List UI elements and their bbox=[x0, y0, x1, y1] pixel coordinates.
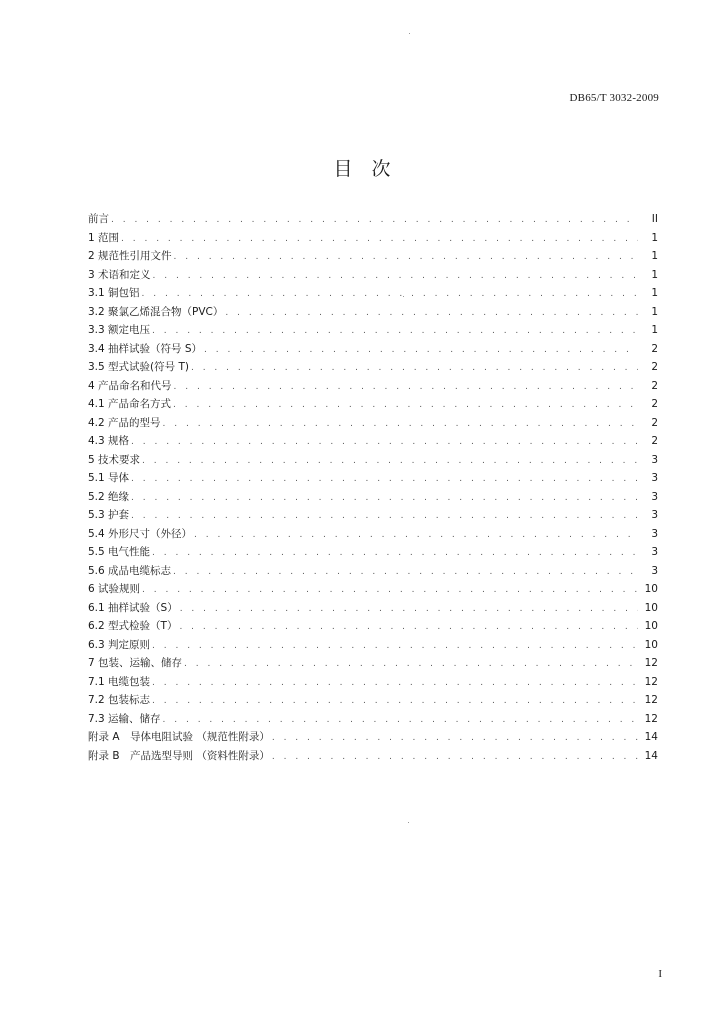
toc-entry[interactable] bbox=[88, 747, 658, 766]
toc-entry[interactable] bbox=[88, 673, 658, 692]
toc-entry-page: 2 bbox=[651, 361, 658, 373]
toc-entry-label: 6.1 抽样试验（S） bbox=[88, 601, 178, 614]
toc-dot-leader bbox=[152, 692, 638, 711]
toc-dot-leader bbox=[152, 544, 638, 563]
toc-dot-leader bbox=[163, 711, 638, 730]
toc-dot-leader bbox=[225, 304, 638, 323]
toc-entry-page: 10 bbox=[644, 638, 658, 651]
toc-entry[interactable] bbox=[88, 525, 658, 544]
toc-dot-leader bbox=[184, 655, 638, 674]
toc-dot-leader bbox=[131, 433, 638, 452]
toc-dot-leader bbox=[142, 452, 638, 471]
toc-entry-label: 3.2 聚氯乙烯混合物（PVC） bbox=[88, 305, 224, 318]
toc-entry-label: 5.3 护套 bbox=[88, 509, 130, 521]
toc-entry-label: 5.5 电气性能 bbox=[88, 546, 151, 558]
toc-entry-page: 2 bbox=[651, 379, 658, 392]
toc-dot-leader bbox=[272, 748, 638, 767]
toc-entry-page: 10 bbox=[644, 620, 658, 632]
toc-dot-leader bbox=[152, 322, 638, 341]
toc-entry[interactable] bbox=[88, 414, 658, 433]
toc-entry-page: 10 bbox=[644, 583, 658, 595]
toc-dot-leader bbox=[272, 729, 638, 748]
toc-dot-leader bbox=[191, 359, 638, 378]
toc-entry-page: 1 bbox=[651, 231, 658, 244]
toc-dot-leader bbox=[174, 248, 638, 267]
scan-speck bbox=[408, 822, 409, 823]
toc-dot-leader bbox=[194, 526, 638, 545]
toc-dot-leader bbox=[131, 507, 638, 526]
toc-entry-page: 1 bbox=[651, 324, 658, 336]
toc-dot-leader bbox=[204, 341, 638, 360]
toc-entry-label: 5.2 绝缘 bbox=[88, 490, 130, 503]
toc-entry[interactable] bbox=[88, 580, 658, 599]
toc-entry-page: 3 bbox=[651, 527, 658, 540]
toc-entry[interactable] bbox=[88, 451, 658, 470]
toc-entry-page: 14 bbox=[644, 731, 658, 743]
toc-dot-leader bbox=[131, 489, 638, 508]
toc-entry[interactable] bbox=[88, 617, 658, 636]
toc-entry-label: 2 规范性引用文件 bbox=[88, 250, 172, 262]
toc-entry[interactable] bbox=[88, 710, 658, 729]
toc-entry-label: 7.1 电缆包装 bbox=[88, 675, 151, 688]
toc-entry-label: 7 包装、运输、储存 bbox=[88, 657, 183, 669]
toc-entry[interactable] bbox=[88, 599, 658, 618]
toc-entry-page: 2 bbox=[651, 435, 658, 447]
document-id: DB65/T 3032-2009 bbox=[569, 92, 659, 104]
toc-entry[interactable] bbox=[88, 691, 658, 710]
toc-entry-page: 2 bbox=[651, 398, 658, 410]
toc-entry-label: 5.4 外形尺寸（外径） bbox=[88, 527, 193, 540]
toc-entry-page: 12 bbox=[644, 712, 658, 725]
toc-entry-page: 12 bbox=[644, 657, 658, 669]
toc-entry-page: 3 bbox=[651, 546, 658, 558]
toc-entry-label: 7.3 运输、储存 bbox=[88, 712, 161, 725]
toc-entry-label: 4.1 产品命名方式 bbox=[88, 398, 172, 410]
page-title: 目 次 bbox=[333, 158, 391, 180]
toc-entry[interactable] bbox=[88, 395, 658, 414]
toc-entry[interactable] bbox=[88, 266, 658, 285]
toc-entry-label: 7.2 包装标志 bbox=[88, 694, 151, 706]
toc-entry-label: 附录 A 导体电阻试验 （规范性附录） bbox=[88, 731, 270, 743]
toc-entry[interactable] bbox=[88, 506, 658, 525]
toc-entry-label: 4.3 规格 bbox=[88, 435, 130, 447]
toc-entry[interactable] bbox=[88, 488, 658, 507]
toc-entry[interactable] bbox=[88, 321, 658, 340]
toc-entry-page: 1 bbox=[651, 268, 658, 281]
toc-entry-page: 3 bbox=[651, 490, 658, 503]
toc-entry-label: 附录 B 产品选型导则 （资料性附录） bbox=[88, 749, 270, 762]
toc-entry-label: 3.3 额定电压 bbox=[88, 324, 151, 336]
toc-entry-page: 3 bbox=[651, 564, 658, 577]
toc-entry[interactable] bbox=[88, 229, 658, 248]
toc-dot-leader bbox=[111, 211, 638, 230]
toc-entry[interactable] bbox=[88, 284, 658, 303]
toc-dot-leader bbox=[152, 674, 638, 693]
toc-entry[interactable] bbox=[88, 303, 658, 322]
toc-entry-page: 2 bbox=[651, 342, 658, 355]
toc-entry-page: 12 bbox=[644, 675, 658, 688]
toc-dot-leader bbox=[142, 581, 638, 600]
toc-dot-leader bbox=[179, 618, 638, 637]
toc-entry-label: 5.6 成品电缆标志 bbox=[88, 564, 172, 577]
toc-entry-label: 3.4 抽样试验（符号 S） bbox=[88, 342, 203, 355]
toc-entry[interactable] bbox=[88, 562, 658, 581]
toc-entry-page: 1 bbox=[651, 250, 658, 262]
toc-entry-label: 5 技术要求 bbox=[88, 453, 141, 466]
toc-dot-leader bbox=[174, 378, 638, 397]
toc-entry[interactable] bbox=[88, 358, 658, 377]
toc-dot-leader bbox=[153, 267, 638, 286]
toc-entry-label: 6.3 判定原则 bbox=[88, 638, 151, 651]
toc-entry[interactable] bbox=[88, 377, 658, 396]
toc-entry[interactable] bbox=[88, 210, 658, 229]
toc-entry-page: 3 bbox=[651, 453, 658, 466]
toc-entry-label: 5.1 导体 bbox=[88, 472, 130, 484]
toc-entry-label: 前言 bbox=[88, 213, 109, 225]
toc-entry-label: 3 术语和定义 bbox=[88, 268, 151, 281]
toc-entry-page: 3 bbox=[651, 509, 658, 521]
toc-entry-label: 3.1 铜包铝 bbox=[88, 287, 140, 299]
toc-entry-label: 4 产品命名和代号 bbox=[88, 379, 172, 392]
toc-dot-leader bbox=[152, 637, 638, 656]
toc-entry-label: 6 试验规则 bbox=[88, 583, 141, 595]
toc-entry-label: 6.2 型式检验（T） bbox=[88, 620, 178, 632]
toc-entry-page: 10 bbox=[644, 601, 658, 614]
toc-entry[interactable] bbox=[88, 432, 658, 451]
toc-entry-label: 3.5 型式试验(符号 T) bbox=[88, 361, 189, 373]
toc-entry-page: 1 bbox=[651, 287, 658, 299]
toc-entry[interactable] bbox=[88, 340, 658, 359]
toc-entry-page: 3 bbox=[651, 472, 658, 484]
page-number: I bbox=[658, 968, 662, 980]
toc-entry-page: 12 bbox=[644, 694, 658, 706]
table-of-contents bbox=[88, 210, 658, 765]
toc-entry[interactable] bbox=[88, 543, 658, 562]
toc-entry[interactable] bbox=[88, 654, 658, 673]
toc-dot-leader bbox=[121, 230, 638, 249]
toc-dot-leader bbox=[173, 396, 638, 415]
toc-entry-page: 14 bbox=[644, 749, 658, 762]
toc-entry-page: 1 bbox=[651, 305, 658, 318]
toc-entry-label: 1 范围 bbox=[88, 231, 120, 244]
toc-dot-leader bbox=[173, 563, 638, 582]
toc-dot-leader bbox=[163, 415, 638, 434]
toc-dot-leader bbox=[180, 600, 638, 619]
scan-speck bbox=[409, 33, 410, 34]
toc-entry-page: 2 bbox=[651, 416, 658, 429]
toc-entry-page: II bbox=[651, 213, 658, 225]
toc-dot-leader bbox=[131, 470, 638, 489]
toc-entry-label: 4.2 产品的型号 bbox=[88, 416, 161, 429]
toc-entry[interactable] bbox=[88, 469, 658, 488]
toc-entry[interactable] bbox=[88, 636, 658, 655]
toc-entry[interactable] bbox=[88, 247, 658, 266]
toc-entry[interactable] bbox=[88, 728, 658, 747]
scan-speck bbox=[403, 296, 404, 297]
toc-dot-leader bbox=[142, 285, 638, 304]
